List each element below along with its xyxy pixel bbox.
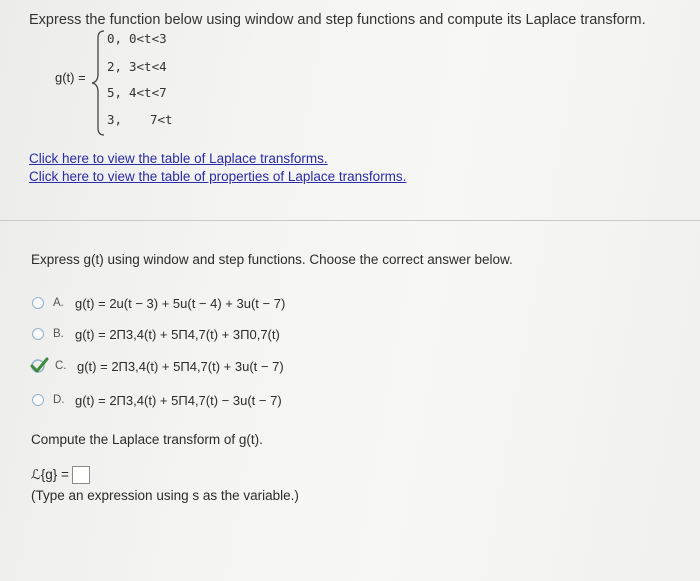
answer-hint: (Type an expression using s as the variable.) bbox=[31, 488, 299, 503]
radio-button[interactable] bbox=[32, 297, 44, 309]
case-condition: 4<t<7 bbox=[129, 85, 167, 100]
case-condition: 0<t<3 bbox=[129, 31, 167, 46]
case-value: 3, bbox=[107, 112, 123, 127]
case-value: 5, bbox=[107, 85, 123, 100]
answer-label: ℒ{g} = bbox=[31, 467, 69, 482]
option-letter: C. bbox=[55, 360, 67, 372]
checkmark-icon[interactable] bbox=[32, 359, 46, 373]
laplace-table-link[interactable]: Click here to view the table of Laplace transforms. bbox=[29, 151, 328, 166]
case-value: 2, bbox=[107, 59, 123, 74]
option-text: g(t) = 2u(t − 3) + 5u(t − 4) + 3u(t − 7) bbox=[75, 295, 286, 311]
case-value: 0, bbox=[107, 31, 123, 46]
option-text: g(t) = 2Π3,4(t) + 5Π4,7(t) + 3u(t − 7) bbox=[77, 358, 284, 374]
case-condition: 3<t<4 bbox=[129, 59, 167, 74]
answer-input[interactable] bbox=[72, 466, 90, 484]
case-condition: 7<t bbox=[150, 112, 173, 127]
option-text: g(t) = 2Π3,4(t) + 5Π4,7(t) + 3Π0,7(t) bbox=[75, 326, 280, 342]
option-text: g(t) = 2Π3,4(t) + 5Π4,7(t) − 3u(t − 7) bbox=[75, 392, 282, 408]
problem-prompt: Express the function below using window and step functions and compute its Laplace transform. bbox=[29, 12, 646, 28]
radio-button[interactable] bbox=[32, 328, 44, 340]
option-letter: D. bbox=[53, 394, 65, 406]
part2-question: Compute the Laplace transform of g(t). bbox=[31, 432, 263, 447]
part1-question: Express g(t) using window and step functions. Choose the correct answer below. bbox=[31, 252, 513, 267]
case-row bbox=[107, 85, 167, 100]
radio-button[interactable] bbox=[32, 394, 44, 406]
option-letter: A. bbox=[53, 297, 64, 309]
case-row bbox=[107, 31, 167, 46]
option-d[interactable] bbox=[32, 389, 282, 411]
laplace-properties-link[interactable]: Click here to view the table of properties of Laplace transforms. bbox=[29, 169, 407, 184]
option-c[interactable] bbox=[32, 355, 284, 377]
laplace-answer-row bbox=[31, 466, 90, 484]
case-row bbox=[107, 112, 173, 127]
option-a[interactable] bbox=[32, 292, 285, 314]
function-label: g(t) = bbox=[55, 70, 86, 85]
section-divider bbox=[0, 220, 700, 221]
case-row bbox=[107, 59, 167, 74]
option-letter: B. bbox=[53, 328, 64, 340]
option-b[interactable] bbox=[32, 323, 280, 345]
